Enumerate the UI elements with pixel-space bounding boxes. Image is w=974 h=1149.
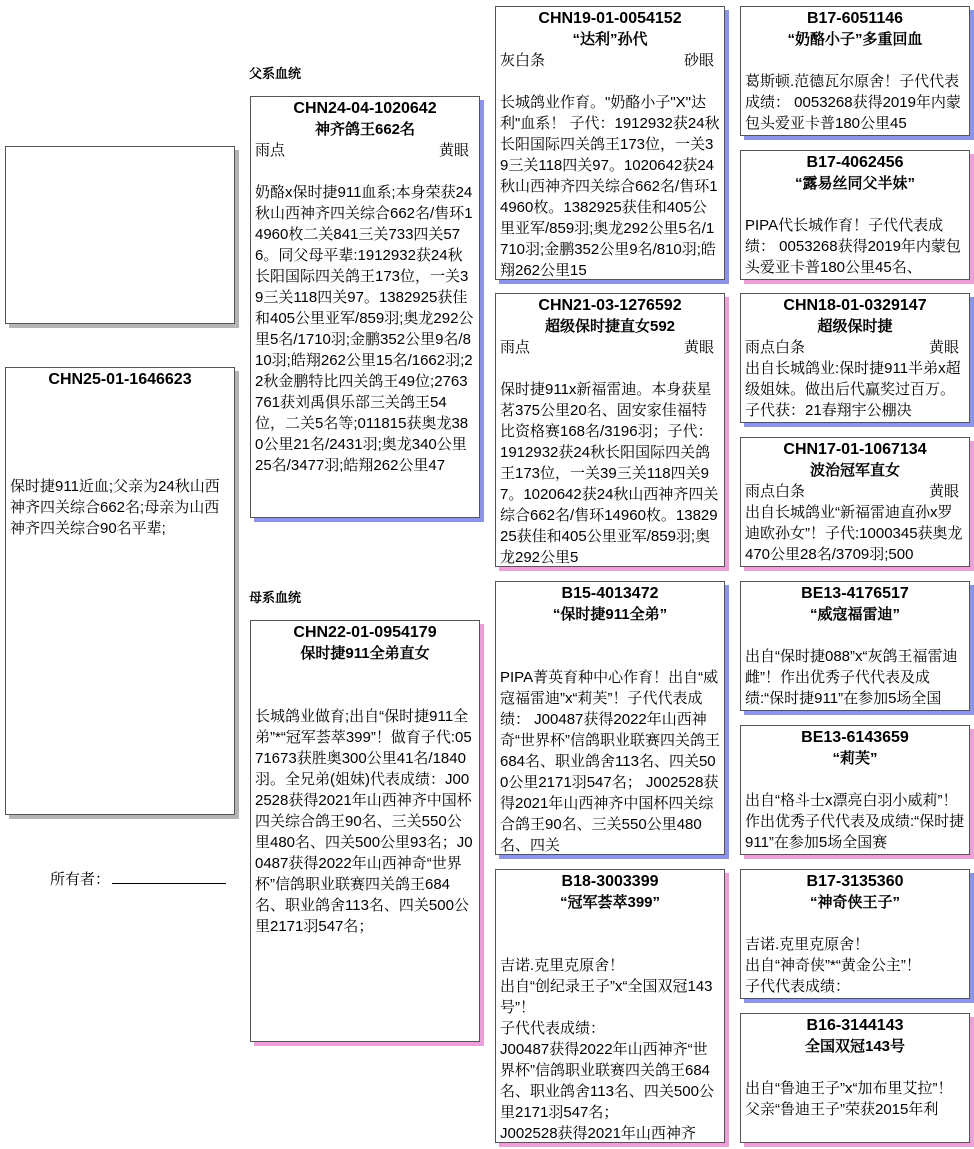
dam-ring: CHN22-01-0954179 [293, 624, 437, 641]
ggp-dss-ring: BE13-4176517 [801, 585, 909, 602]
subject-remarks: 保时捷911近血;父亲为24秋山西神齐四关综合662名;母亲为山西神齐四关综合90名平辈; [10, 478, 220, 537]
paternal-granddam-remarks: 保时捷911x新福雷迪。本身获星茗375公里20名、固安家佳福特比资格赛168名/3196羽；子代：1912932获24秋长阳国际四关鸽王173位，一关39三关118四关97。1020642获24秋山西神齐四关综合662名/售环14960枚。1382925获佳和405公里亚军/859羽;奥龙292公里5 [500, 381, 719, 566]
paternal-granddam-color: 雨点 [500, 339, 531, 356]
ggp-sdd-ring: CHN17-01-1067134 [783, 441, 927, 458]
ggp-ddd-ring: B16-3144143 [806, 1017, 904, 1034]
ggp-ssd-name: “露易丝同父半妹” [794, 175, 915, 192]
paternal-granddam-eye: 黄眼 [683, 339, 714, 356]
ggp-dsd-name: “莉芙” [832, 750, 878, 767]
paternal-grandsire-remarks: 长城鸽业作育。"奶酪小子"X"达利"血系！ 子代：1912932获24秋长阳国际四关鸽王173位，一关39三关118四关97。1020642获24秋山西神齐四关综合662名/售环14960枚。1382925获佳和405公里亚军/859羽;奥龙292公里5名/1710羽;金鹏352公里9名/810羽;皓翔262公里15 [500, 94, 720, 279]
ggp-sdd-name: 波治冠军直女 [809, 462, 900, 479]
ggp-dss-name: “威寇福雷迪” [809, 606, 900, 623]
dam-card [250, 620, 480, 1042]
ggp-sds-color: 雨点白条 [745, 339, 806, 356]
paternal-grandsire-ring: CHN19-01-0054152 [538, 10, 682, 27]
ggp-ssd-remarks: PIPA代长城作育！子代代表成绩： 0053268获得2019年内蒙包头爱亚卡普180公里45名、 [745, 217, 961, 276]
ggp-sds-ring: CHN18-01-0329147 [783, 297, 927, 314]
ggp-sds-remarks: 出自长城鸽业:保时捷911半弟x超级姐妹。做出后代赢奖过百万。子代获：21春翔宇公棚决 [745, 360, 961, 419]
paternal-grandsire-name: “达利”孙代 [572, 31, 648, 48]
maternal-granddam-card [495, 869, 725, 1143]
maternal-label: 母系血统 [249, 590, 302, 605]
maternal-grandsire-remarks: PIPA菁英育种中心作育！出自“威寇福雷迪”x“莉芙”！子代代表成绩： J00487获得2022年山西神奇“世界杯”信鸽职业联赛四关鸽王684名、职业鸽舍113名、四关500公里2171羽547名； J002528获得2021年山西神齐中国杯四关综合鸽王90名、三关550公里480名、四关 [500, 669, 720, 854]
ggp-sss-card [740, 6, 970, 136]
maternal-grandsire-name: “保时捷911全弟” [552, 606, 668, 623]
ggp-dds-ring: B17-3135360 [806, 873, 904, 890]
ggp-sdd-eye: 黄眼 [928, 483, 959, 500]
sire-color: 雨点 [255, 142, 286, 159]
ggp-sdd-card [740, 437, 970, 567]
owner-line [112, 869, 226, 884]
ggp-ddd-card [740, 1013, 970, 1143]
ggp-dds-card [740, 869, 970, 999]
maternal-granddam-remarks: 吉诺.克里克原舍！ 出自“创纪录王子”x“全国双冠143号”！ 子代代表成绩： J00487获得2022年山西神齐“世界杯”信鸽职业联赛四关鸽王684名、职业鸽舍113名、四关500公里2171羽547名； J002528获得2021年山西神齐 [500, 957, 714, 1142]
ggp-sss-remarks: 葛斯顿.范德瓦尔原舍！子代代表成绩： 0053268获得2019年内蒙包头爱亚卡普180公里45 [745, 73, 961, 132]
ggp-sds-eye: 黄眼 [928, 339, 959, 356]
paternal-grandsire-eye: 砂眼 [683, 52, 714, 69]
maternal-granddam-ring: B18-3003399 [561, 873, 659, 890]
ggp-sdd-color: 雨点白条 [745, 483, 806, 500]
ggp-dsd-ring: BE13-6143659 [801, 729, 909, 746]
owner-field [50, 868, 226, 889]
sire-remarks: 奶酪x保时捷911血系;本身荣获24秋山西神齐四关综合662名/售环14960枚二关841三关733四关576。同父母平辈:1912932获24秋长阳国际四关鸽王173位，一关39三关118四关97。1382925获佳和405公里亚军/859羽;奥龙292公里5名/1710羽;金鹏352公里9名/810羽;皓翔262公里15名/1662羽;22秋金鹏特比四关鸽王49位;2763761获刘禹俱乐部三关鸽王54位，二关5名等;011815获奥龙380公里21名/2431羽;奥龙340公里25名/3477羽;皓翔262公里47 [255, 184, 474, 474]
ggp-dds-remarks: 吉诺.克里克原舍！ 出自“神奇侠”*“黄金公主”！ 子代代表成绩： [745, 936, 921, 995]
paternal-granddam-card [495, 293, 725, 567]
paternal-granddam-ring: CHN21-03-1276592 [538, 297, 682, 314]
sire-ring: CHN24-04-1020642 [293, 100, 437, 117]
ggp-sds-name: 超级保时捷 [817, 318, 893, 335]
ggp-ddd-remarks: 出自“鲁迪王子”x“加布里艾拉”！ 父亲“鲁迪王子”荣获2015年利 [745, 1080, 953, 1118]
maternal-granddam-name: “冠军荟萃399” [559, 894, 661, 911]
maternal-grandsire-ring: B15-4013472 [561, 585, 659, 602]
paternal-granddam-name: 超级保时捷直女592 [544, 318, 676, 335]
owner-label: 所有者： [50, 871, 111, 888]
paternal-grandsire-color: 灰白条 [500, 52, 546, 69]
sire-name: 神齐鸽王662名 [314, 121, 416, 138]
photo-placeholder [5, 146, 235, 324]
sire-card [250, 96, 480, 518]
paternal-label: 父系血统 [249, 66, 302, 81]
ggp-dss-remarks: 出自“保时捷088”x“灰鸽王福雷迪雌”！作出优秀子代代表及成绩:“保时捷911”在参加5场全国 [745, 648, 958, 707]
dam-remarks: 长城鸽业做育;出自“保时捷911全弟”*“冠军荟萃399”！做育子代:0571673获胜奥300公里41名/1840羽。全兄弟(姐妹)代表成绩：J002528获得2021年山西神齐中国杯四关综合鸽王90名、三关550公里480名、四关500公里93名；J00487获得2022年山西神奇“世界杯”信鸽职业联赛四关鸽王684名、职业鸽舍113名、四关500公里2171羽547名； [255, 708, 473, 935]
ggp-sds-card [740, 293, 970, 423]
ggp-sss-ring: B17-6051146 [806, 10, 904, 27]
dam-name: 保时捷911全弟直女 [300, 645, 430, 662]
paternal-grandsire-card [495, 6, 725, 280]
ggp-dss-card [740, 581, 970, 711]
ggp-ssd-ring: B17-4062456 [806, 154, 904, 171]
ggp-dsd-card [740, 725, 970, 855]
ggp-dsd-remarks: 出自“格斗士x漂亮白羽小威莉”！作出优秀子代代表及成绩:“保时捷911”在参加5场全国赛 [745, 792, 965, 851]
ggp-sdd-remarks: 出自长城鸽业“新福雷迪直孙x罗迪欧孙女”！子代:1000345获奥龙470公里28名/3709羽;500 [745, 504, 963, 563]
ggp-sss-name: “奶酪小子”多重回血 [787, 31, 923, 48]
ggp-ssd-card [740, 150, 970, 280]
sire-eye: 黄眼 [438, 142, 469, 159]
maternal-grandsire-card [495, 581, 725, 855]
ggp-dds-name: “神奇侠王子” [809, 894, 900, 911]
subject-card [5, 367, 235, 815]
subject-ring: CHN25-01-1646623 [48, 371, 192, 388]
ggp-ddd-name: 全国双冠143号 [804, 1038, 906, 1055]
